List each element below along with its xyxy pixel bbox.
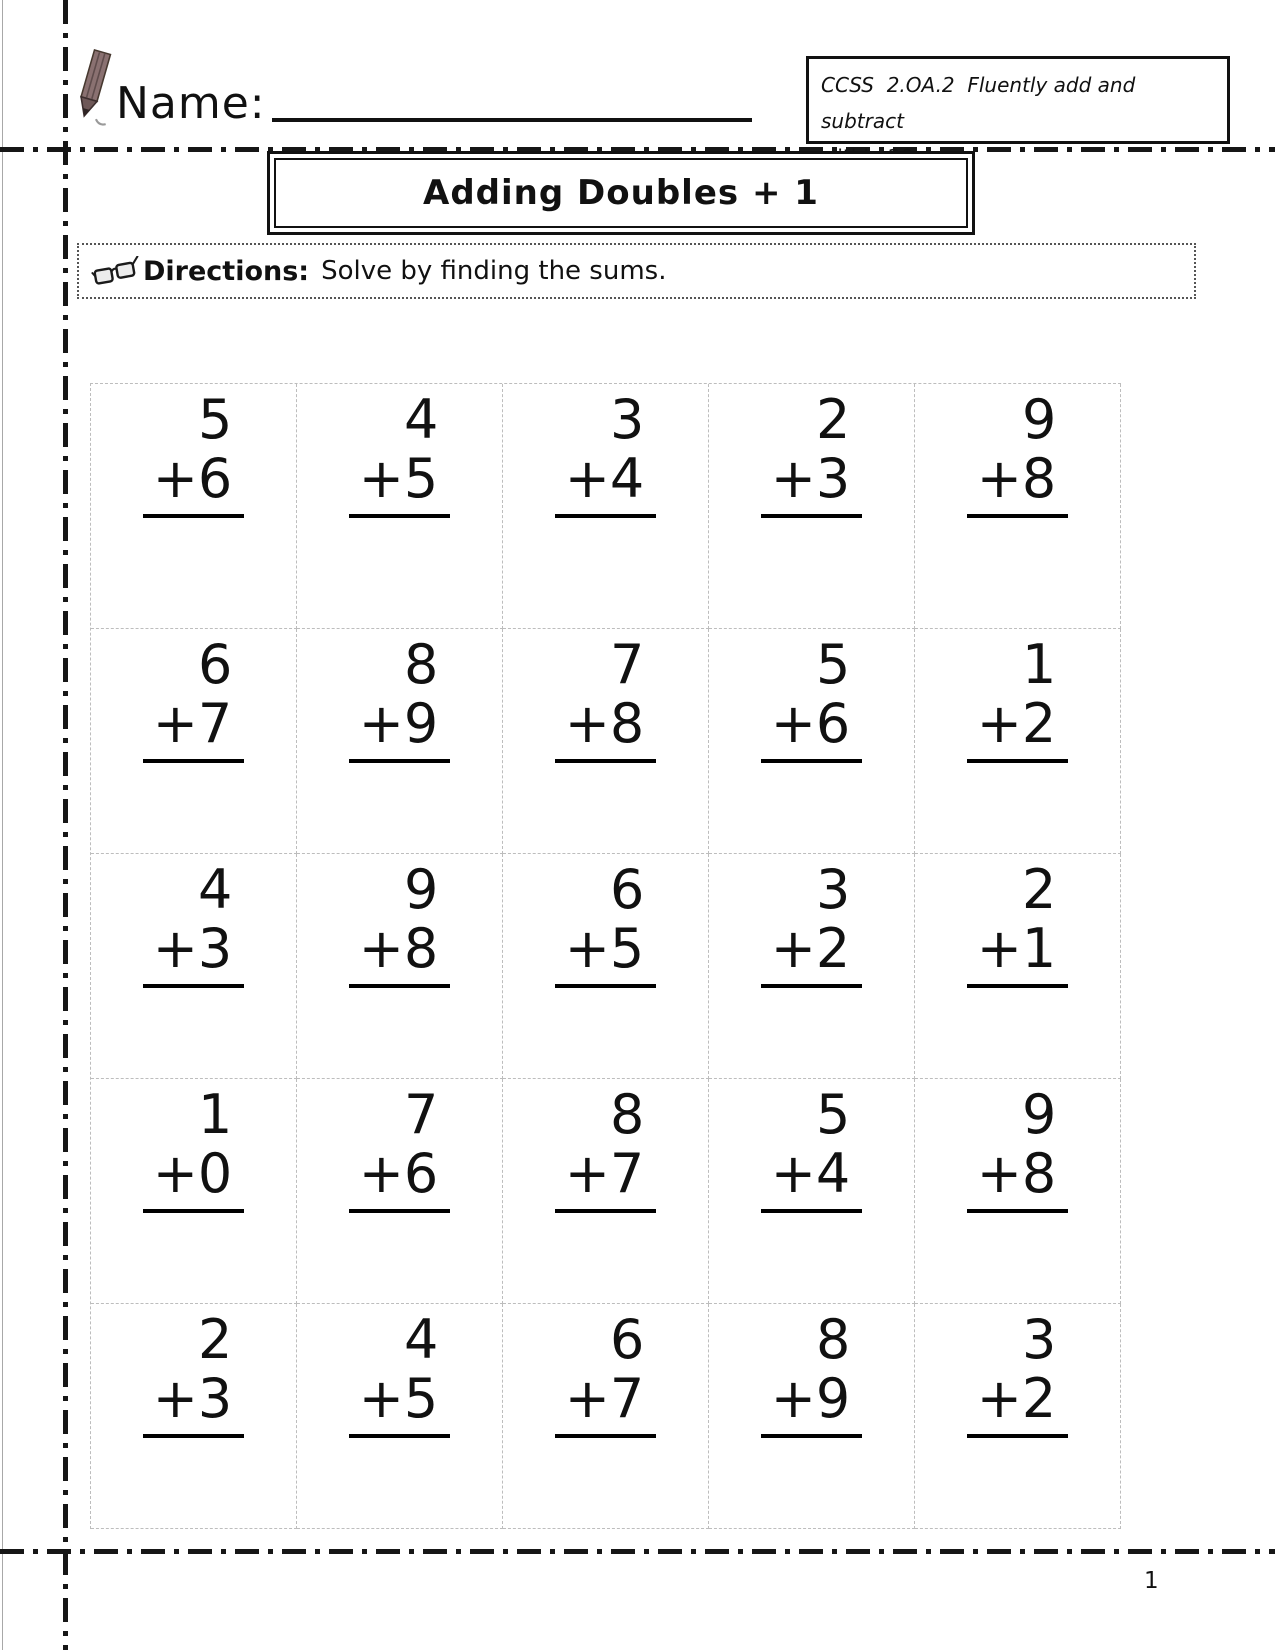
addend-top: 1 xyxy=(1021,633,1057,696)
problem-cell-12 xyxy=(297,854,503,1079)
addend-bottom: +9 xyxy=(349,696,451,763)
addend-top: 9 xyxy=(1021,1083,1057,1146)
addend-bottom: +3 xyxy=(761,451,863,518)
addend-top: 2 xyxy=(815,388,851,451)
addend-top: 3 xyxy=(815,858,851,921)
addend-bottom: +8 xyxy=(555,696,657,763)
addend-bottom: +4 xyxy=(555,451,657,518)
problem-cell-16 xyxy=(91,1079,297,1304)
addend-top: 2 xyxy=(197,1308,233,1371)
addend-bottom: +0 xyxy=(143,1146,245,1213)
addend-bottom: +4 xyxy=(761,1146,863,1213)
problem-cell-1 xyxy=(91,384,297,629)
addend-bottom: +6 xyxy=(761,696,863,763)
addend-bottom: +7 xyxy=(143,696,245,763)
problem-cell-25 xyxy=(915,1304,1121,1529)
addend-bottom: +9 xyxy=(761,1371,863,1438)
addend-bottom: +7 xyxy=(555,1146,657,1213)
addend-top: 9 xyxy=(1021,388,1057,451)
addend-bottom: +2 xyxy=(761,921,863,988)
problem-cell-17 xyxy=(297,1079,503,1304)
addend-top: 6 xyxy=(197,633,233,696)
problem-cell-9 xyxy=(709,629,915,854)
problem-cell-2 xyxy=(297,384,503,629)
addend-top: 3 xyxy=(1021,1308,1057,1371)
left-dashdot-border xyxy=(63,0,68,1650)
addend-top: 5 xyxy=(815,633,851,696)
bottom-dashdot-border xyxy=(0,1549,1275,1554)
directions-label: Directions: xyxy=(143,255,310,287)
worksheet-title: Adding Doubles + 1 xyxy=(274,158,968,228)
problem-cell-19 xyxy=(709,1079,915,1304)
name-label: Name: xyxy=(116,78,266,129)
directions-text: Solve by finding the sums. xyxy=(321,256,667,286)
title-box xyxy=(267,151,975,235)
addend-bottom: +2 xyxy=(967,1371,1069,1438)
problem-cell-10 xyxy=(915,629,1121,854)
problem-cell-8 xyxy=(503,629,709,854)
addend-bottom: +1 xyxy=(967,921,1069,988)
problem-cell-5 xyxy=(915,384,1121,629)
addend-top: 5 xyxy=(815,1083,851,1146)
addend-bottom: +8 xyxy=(967,1146,1069,1213)
addend-top: 3 xyxy=(609,388,645,451)
problem-cell-11 xyxy=(91,854,297,1079)
addend-top: 4 xyxy=(403,388,439,451)
problems-grid xyxy=(90,383,1121,1529)
addend-top: 8 xyxy=(609,1083,645,1146)
addend-bottom: +3 xyxy=(143,921,245,988)
page-number: 1 xyxy=(1144,1568,1159,1594)
addend-top: 7 xyxy=(403,1083,439,1146)
addend-top: 5 xyxy=(197,388,233,451)
page-edge-line xyxy=(2,0,3,1650)
problem-cell-6 xyxy=(91,629,297,854)
pencil-icon xyxy=(72,48,114,128)
problem-cell-18 xyxy=(503,1079,709,1304)
ccss-standard-box xyxy=(806,56,1230,144)
addend-top: 6 xyxy=(609,858,645,921)
addend-bottom: +6 xyxy=(143,451,245,518)
name-header xyxy=(72,48,752,128)
eyeglasses-icon xyxy=(91,256,141,286)
addend-bottom: +8 xyxy=(349,921,451,988)
problem-cell-20 xyxy=(915,1079,1121,1304)
problem-cell-13 xyxy=(503,854,709,1079)
addend-top: 7 xyxy=(609,633,645,696)
addend-bottom: +8 xyxy=(967,451,1069,518)
addend-bottom: +6 xyxy=(349,1146,451,1213)
addend-bottom: +5 xyxy=(555,921,657,988)
addend-top: 9 xyxy=(403,858,439,921)
addend-bottom: +5 xyxy=(349,1371,451,1438)
addend-top: 6 xyxy=(609,1308,645,1371)
problem-cell-23 xyxy=(503,1304,709,1529)
problem-cell-15 xyxy=(915,854,1121,1079)
problem-cell-7 xyxy=(297,629,503,854)
addend-bottom: +5 xyxy=(349,451,451,518)
addend-bottom: +3 xyxy=(143,1371,245,1438)
addend-bottom: +2 xyxy=(967,696,1069,763)
problem-cell-24 xyxy=(709,1304,915,1529)
ccss-line-1: CCSS 2.OA.2 Fluently add and subtract xyxy=(821,73,1142,133)
addend-top: 4 xyxy=(197,858,233,921)
directions-box xyxy=(77,243,1196,299)
problem-cell-21 xyxy=(91,1304,297,1529)
problem-cell-14 xyxy=(709,854,915,1079)
addend-top: 8 xyxy=(403,633,439,696)
addend-top: 1 xyxy=(197,1083,233,1146)
name-blank-line xyxy=(272,118,752,122)
addend-bottom: +7 xyxy=(555,1371,657,1438)
addend-top: 4 xyxy=(403,1308,439,1371)
addend-top: 8 xyxy=(815,1308,851,1371)
problem-cell-22 xyxy=(297,1304,503,1529)
addend-top: 2 xyxy=(1021,858,1057,921)
problem-cell-3 xyxy=(503,384,709,629)
problem-cell-4 xyxy=(709,384,915,629)
